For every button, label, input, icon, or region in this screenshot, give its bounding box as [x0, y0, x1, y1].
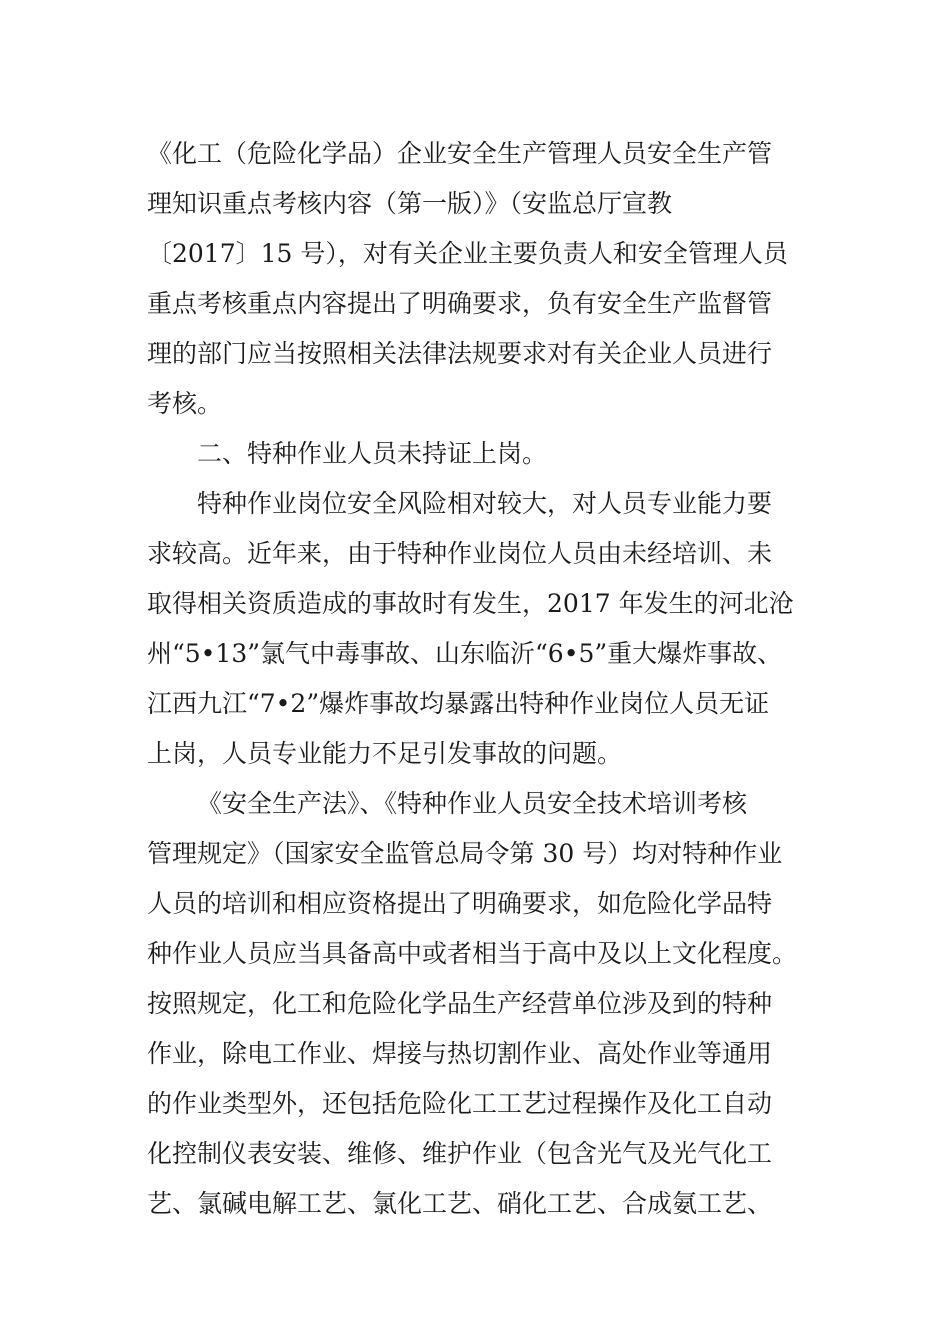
text-line: 化控制仪表安装、维修、维护作业（包含光气及光气化工 — [147, 1139, 773, 1168]
text-line: 种作业人员应当具备高中或者相当于高中及以上文化程度。 — [147, 939, 798, 968]
text-line: 考核。 — [147, 389, 223, 418]
paragraph-start-line: 《安全生产法》、《特种作业人员安全技术培训考核 — [197, 789, 748, 818]
text-line: 按照规定，化工和危险化学品生产经营单位涉及到的特种 — [147, 989, 773, 1018]
text-line: 取得相关资质造成的事故时有发生，2017 年发生的河北沧 — [147, 589, 794, 618]
text-line: 的作业类型外，还包括危险化工工艺过程操作及化工自动 — [147, 1089, 773, 1118]
text-line: 求较高。近年来，由于特种作业岗位人员由未经培训、未 — [147, 539, 773, 568]
text-line: 理的部门应当按照相关法律法规要求对有关企业人员进行 — [147, 339, 773, 368]
document-body — [147, 129, 807, 1229]
section-heading: 二、特种作业人员未持证上岗。 — [197, 439, 548, 468]
text-line: 〔2017〕15 号），对有关企业主要负责人和安全管理人员 — [147, 239, 788, 268]
text-line: 州“5•13”氯气中毒事故、山东临沂“6•5”重大爆炸事故、 — [147, 639, 783, 668]
text-line: 管理规定》（国家安全监管总局令第 30 号）均对特种作业 — [147, 839, 783, 868]
text-line: 艺、氯碱电解工艺、氯化工艺、硝化工艺、合成氨工艺、 — [147, 1189, 773, 1218]
text-line: 理知识重点考核内容（第一版）》（安监总厅宣教 — [147, 189, 673, 218]
text-line: 人员的培训和相应资格提出了明确要求，如危险化学品特 — [147, 889, 773, 918]
text-line: 《化工（危险化学品）企业安全生产管理人员安全生产管 — [147, 139, 773, 168]
text-line: 重点考核重点内容提出了明确要求，负有安全生产监督管 — [147, 289, 773, 318]
paragraph-start-line: 特种作业岗位安全风险相对较大，对人员专业能力要 — [197, 489, 773, 518]
text-line: 上岗，人员专业能力不足引发事故的问题。 — [147, 739, 623, 768]
text-line: 作业，除电工作业、焊接与热切割作业、高处作业等通用 — [147, 1039, 773, 1068]
text-line: 江西九江“7•2”爆炸事故均暴露出特种作业岗位人员无证 — [147, 689, 770, 718]
